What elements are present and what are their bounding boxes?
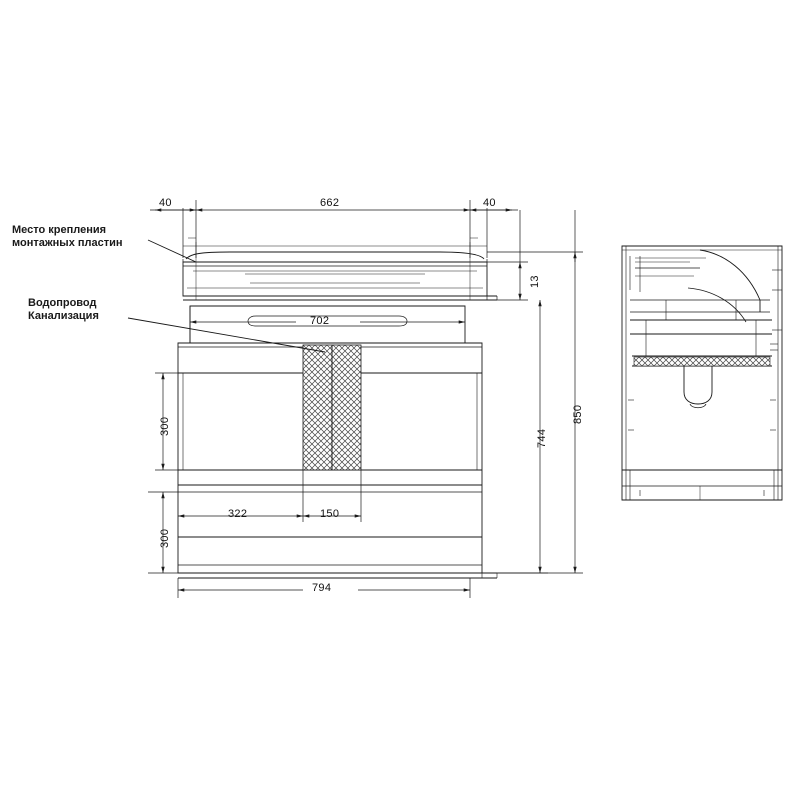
dimension-total-width: 794 — [312, 582, 332, 594]
annotation-mount-plates-line2: монтажных пластин — [12, 237, 123, 249]
dimension-door-center: 150 — [320, 508, 340, 520]
dimension-door-left: 322 — [228, 508, 248, 520]
annotation-water-supply — [28, 297, 99, 323]
dimension-total-height: 850 — [572, 404, 584, 424]
dimension-upper-height: 300 — [159, 416, 171, 436]
annotation-mount-plates-line1: Место крепления — [12, 224, 107, 236]
dimension-drawer-width: 702 — [310, 315, 330, 327]
annotation-mount-plates — [12, 224, 123, 250]
dimension-top-left-offset: 40 — [159, 197, 172, 209]
dimension-countertop-thickness: 13 — [529, 275, 541, 288]
side-view — [622, 246, 782, 500]
annotation-water-supply-line1: Водопровод — [28, 297, 97, 309]
dimension-lines — [148, 200, 583, 598]
dimension-cabinet-height: 744 — [536, 428, 548, 448]
dimension-lower-height: 300 — [159, 528, 171, 548]
dimension-top-right-offset: 40 — [483, 197, 496, 209]
annotation-water-supply-line2: Канализация — [28, 310, 99, 322]
front-view — [178, 238, 497, 578]
dimension-top-span: 662 — [320, 197, 340, 209]
